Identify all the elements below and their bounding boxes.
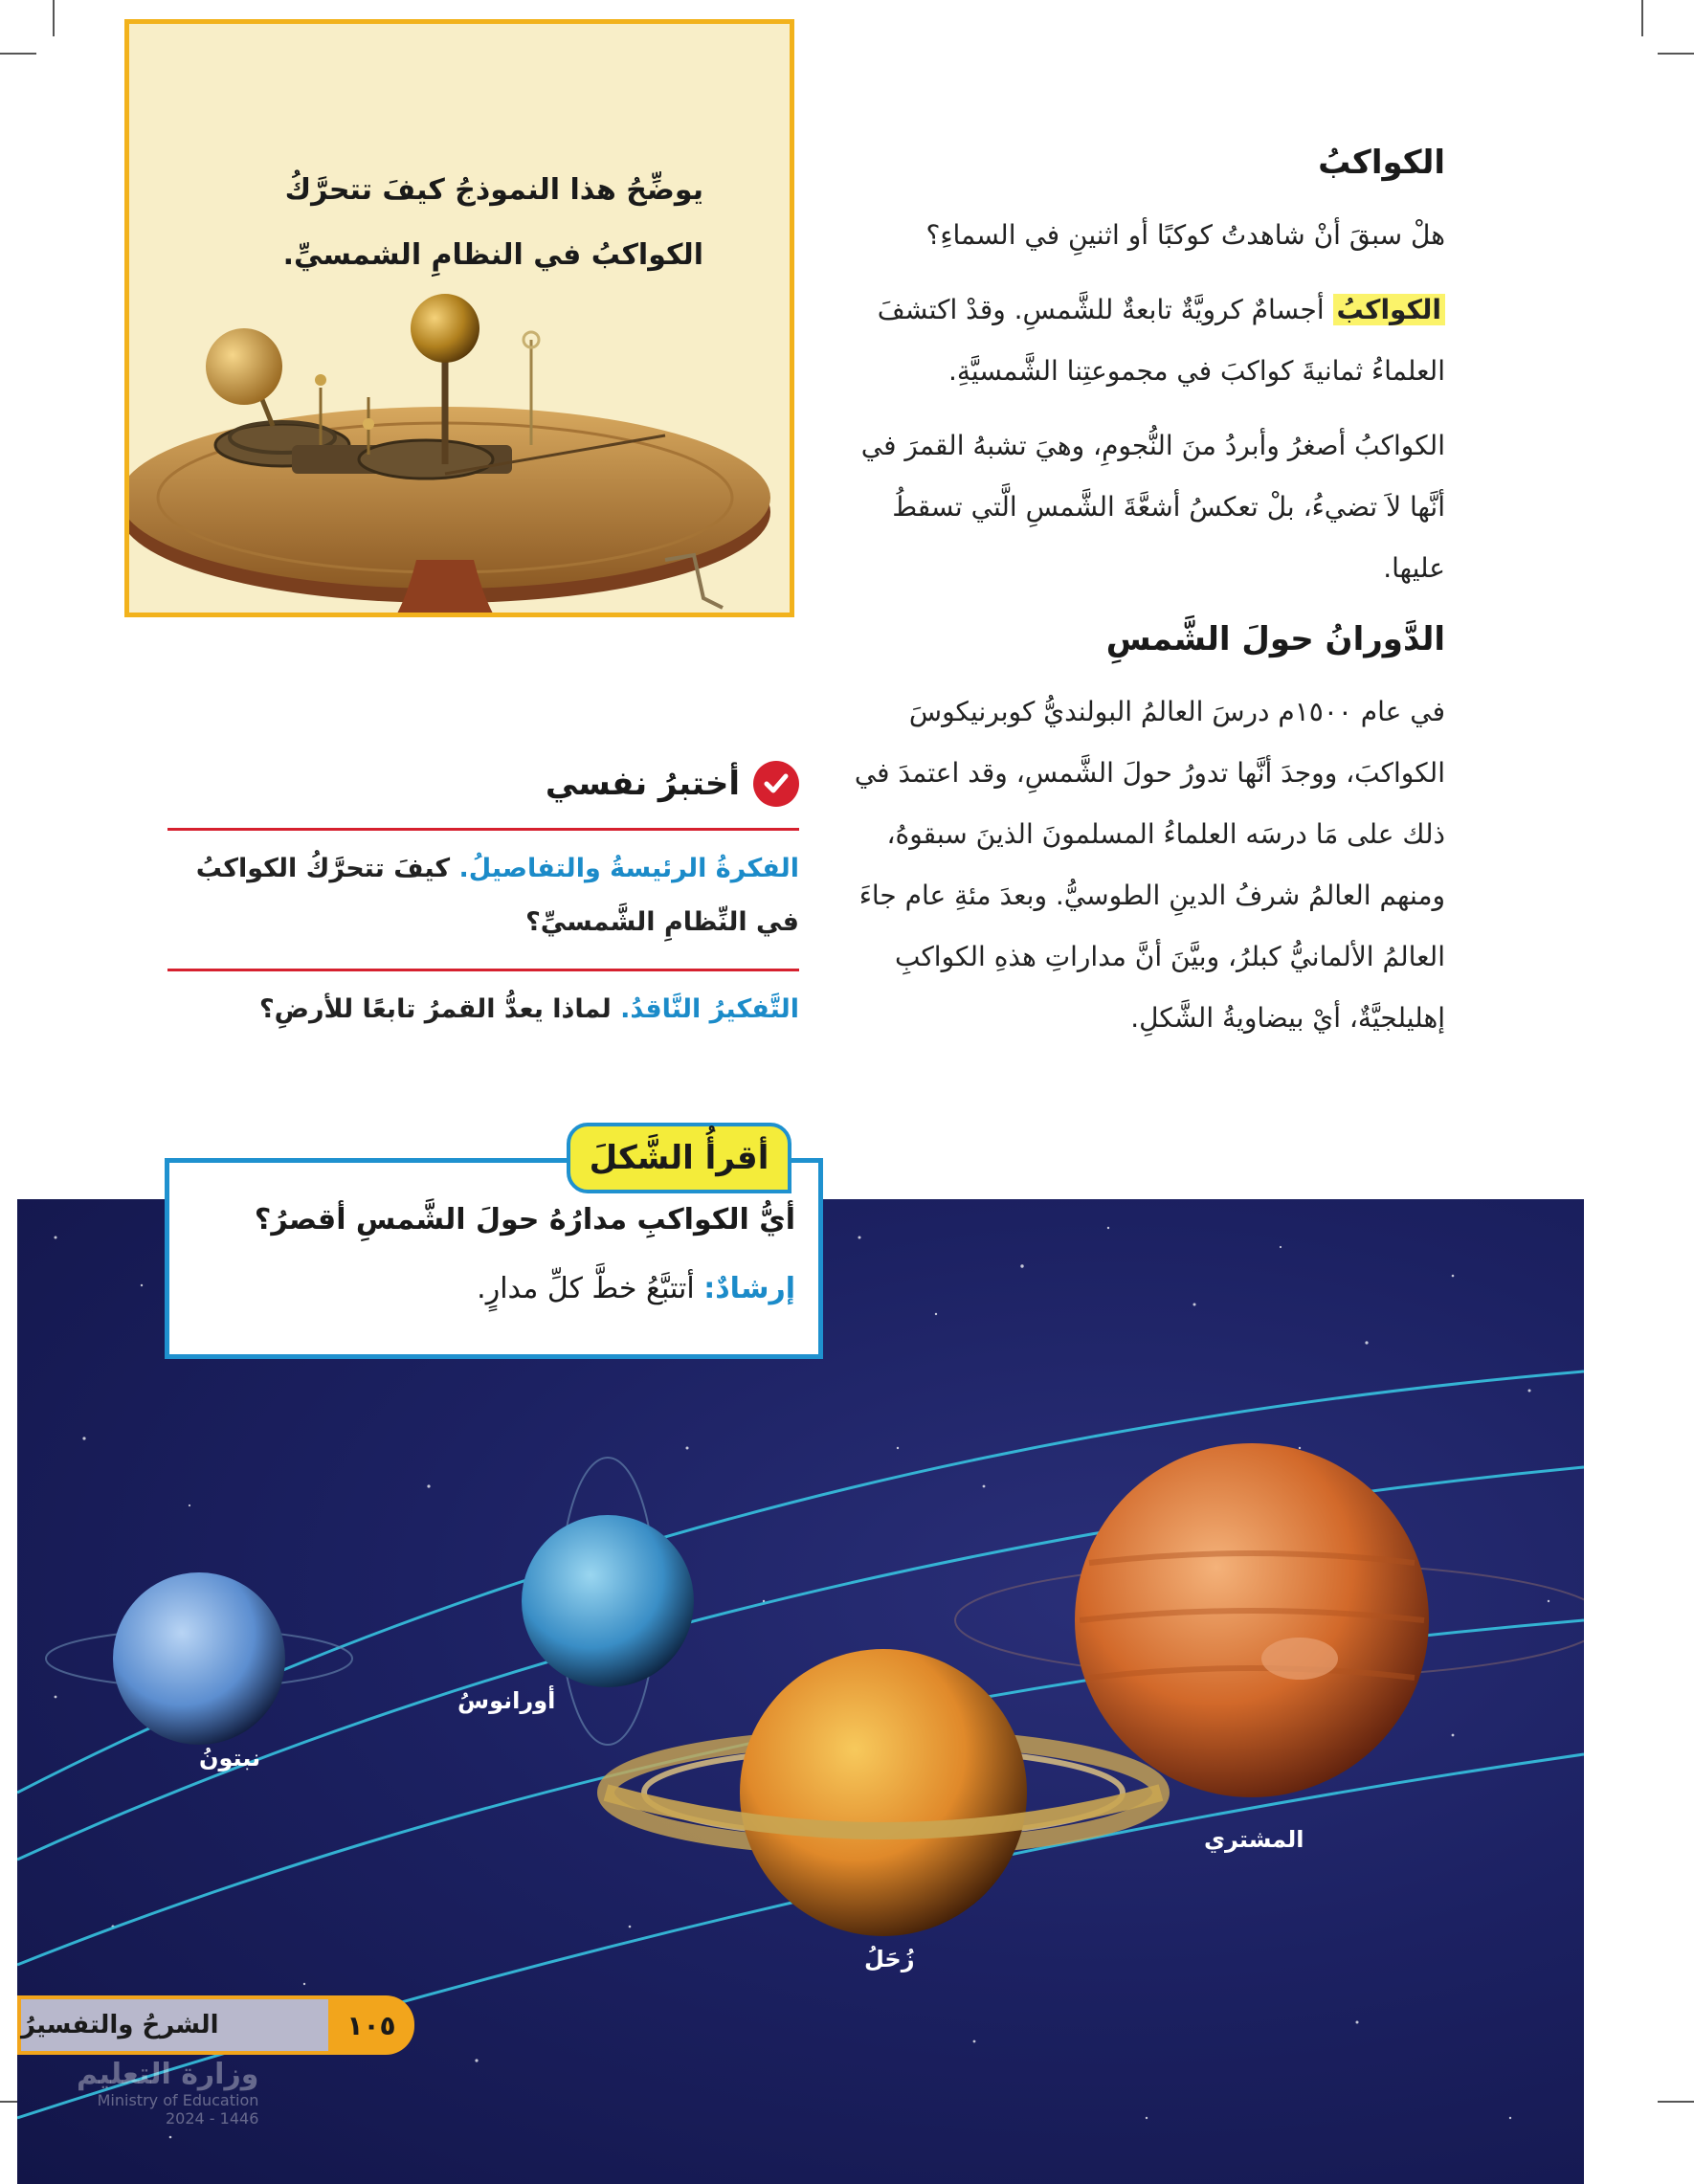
question-2-label: التَّفكيرُ النَّاقدُ.	[620, 994, 799, 1024]
checkmark-icon	[753, 761, 799, 807]
orrery-figure	[124, 19, 794, 617]
read-figure-hint	[477, 1272, 795, 1305]
ministry-watermark	[77, 2058, 258, 2128]
question-1-label: الفكرةُ الرئيسةُ والتفاصيلُ.	[458, 854, 799, 883]
main-text-column	[837, 144, 1445, 1062]
jupiter-label: المشتري	[1204, 1826, 1304, 1853]
self-check-header	[167, 761, 799, 807]
planets-term: الكواكبُ	[1333, 294, 1445, 325]
orrery-illustration	[129, 24, 794, 617]
watermark-year: 2024 - 1446	[165, 2109, 259, 2128]
planets-para2: الكواكبُ أصغرُ وأبردُ منَ النُّجومِ، وهيَ تشبهُ القمرَ في أنَّها لاَ تضيءُ، بلْ تعكسُ أشعَّةَ الشَّمسِ الَّتي تسقطُ عليها.	[860, 430, 1445, 584]
hint-label: إرشادٌ:	[703, 1272, 795, 1305]
saturn-label: زُحَلُ	[864, 1946, 915, 1972]
self-check	[167, 761, 799, 1056]
self-check-title: أختبرُ نفسي	[545, 765, 740, 803]
planets-definition-text: أجسامٌ كرويَّةٌ تابعةٌ للشَّمسِ. وقدْ اكتشفَ العلماءُ ثمانيةَ كواكبَ في مجموعتِنا الشَّمسيَّةِ.	[877, 294, 1445, 387]
read-figure-box	[165, 1139, 823, 1359]
orrery-caption-line2: الكواكبُ في النظامِ الشمسيِّ.	[282, 238, 703, 272]
crop-mark	[1658, 53, 1694, 55]
crop-mark	[1641, 0, 1643, 36]
crop-mark	[0, 53, 36, 55]
orbit-text: في عام ١٥٠٠م درسَ العالمُ البولنديُّ كوبرنيكوسَ الكواكبَ، ووجدَ أنَّها تدورُ حولَ الشَّمسِ، وقد اعتمدَ في ذلك على مَا درسَه العلماءُ المسلمونَ الذينَ سبقوهُ، ومنهم العالمُ شرفُ الدينِ الطوسيُّ. وبعدَ مئةِ عام جاءَ العالمُ الألمانيُّ كبلرُ، وبيَّنَ أنَّ مداراتِ هذهِ الكواكبِ إهليلجيَّةٌ، أيْ بيضاويةُ الشَّكلِ.	[854, 696, 1445, 1034]
uranus-label: أورانوسُ	[457, 1687, 556, 1714]
question-1-text: كيفَ تتحرَّكُ الكواكبُ في النِّظامِ الشَّمسيِّ؟	[195, 854, 799, 937]
read-figure-tab: أقرأُ الشَّكلَ	[567, 1123, 791, 1193]
crop-mark	[1658, 2101, 1694, 2103]
hint-text: أتتبَّعُ خطَّ كلِّ مدارٍ.	[477, 1272, 704, 1305]
orrery-caption-line1: يوضِّحُ هذا النموذجُ كيفَ تتحرَّكُ	[284, 173, 703, 207]
page-number: ١٠٥	[328, 1995, 414, 2055]
planets-intro: هلْ سبقَ أنْ شاهدتُ كوكبًا أو اثنينِ في السماءِ؟	[925, 219, 1445, 251]
question-2-text: لماذا يعدُّ القمرُ تابعًا للأرضِ؟	[258, 994, 621, 1024]
footer-section-label: الشرحُ والتفسيرُ	[17, 1995, 328, 2055]
crop-mark	[53, 0, 55, 36]
self-check-question-1	[167, 828, 799, 969]
orbit-heading: الدَّورانُ حولَ الشَّمسِ	[1105, 620, 1445, 658]
page-footer	[17, 1995, 414, 2055]
watermark-arabic: وزارة التعليم	[77, 2058, 259, 2091]
watermark-english: Ministry of Education	[97, 2091, 259, 2109]
planets-heading: الكواكبُ	[1318, 144, 1445, 182]
neptune-label: نبتونُ	[199, 1745, 261, 1772]
planets-definition	[837, 279, 1445, 402]
self-check-question-2	[167, 969, 799, 1056]
read-figure-question: أيُّ الكواكبِ مدارُهُ حولَ الشَّمسِ أقصرُ؟	[254, 1203, 795, 1237]
